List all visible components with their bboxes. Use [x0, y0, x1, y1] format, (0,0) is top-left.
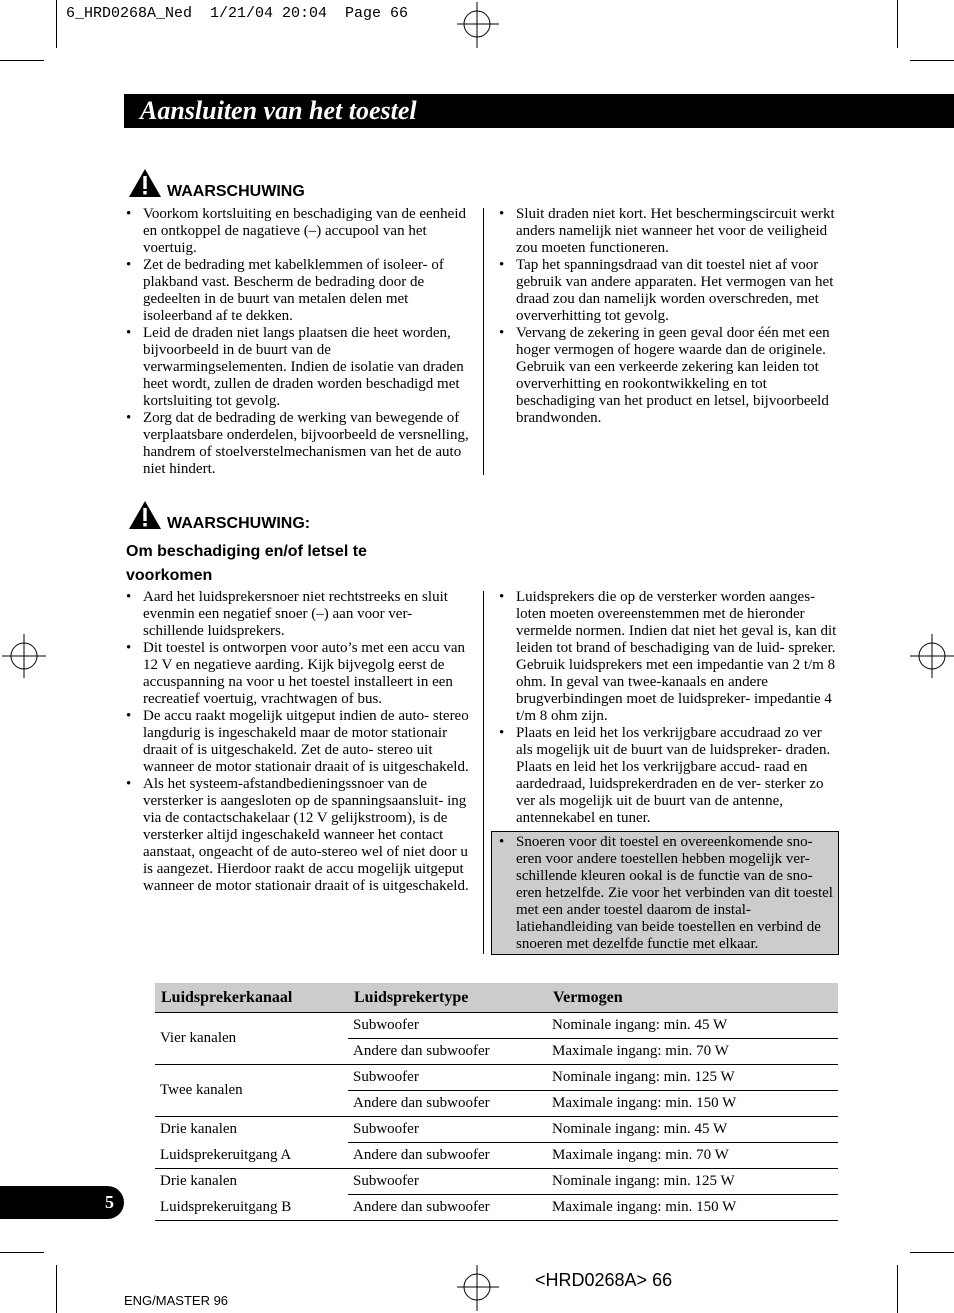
channel-cell: Luidsprekeruitgang B [155, 1195, 348, 1221]
registration-mark-icon [908, 632, 954, 680]
page-number-tab [0, 1186, 124, 1219]
list-item: • Zet de bedrading met kabelklemmen of isoleer- of plakband vast. Bescherm de bedrading door de gedeelten in de buurt van metalen delen met isoleerband af te dekken. [126, 257, 444, 324]
power-cell: Nominale ingang: min. 125 W [547, 1065, 838, 1091]
footer-master: ENG/MASTER 96 [124, 1293, 229, 1308]
crop-mark [897, 1265, 898, 1313]
bullet: • [499, 325, 505, 341]
section-title-bar [124, 94, 954, 128]
bullet: • [126, 589, 132, 605]
page-number: 5 [105, 1192, 114, 1212]
registration-mark-icon [0, 632, 48, 680]
list-item: • Tap het spanningsdraad van dit toestel niet af voor gebruik van andere apparaten. Het vermogen van het draad zou dan namelijk worden overschreden, met oververhitting tot gevolg. [499, 257, 834, 324]
list-item: • Aard het luidsprekersnoer niet rechtstreeks en sluit evenmin een negatief snoer (–) aan voor ver- schillende luidsprekers. [126, 589, 448, 639]
column-header: Vermogen [547, 983, 838, 1013]
table-row [155, 1169, 838, 1195]
bullet: • [499, 834, 505, 850]
crop-mark [0, 60, 44, 61]
table-header-row [155, 983, 838, 1013]
channel-cell: Luidsprekeruitgang A [155, 1143, 348, 1169]
table-row [155, 1065, 838, 1091]
footer-code: <HRD0268A> 66 [535, 1270, 673, 1290]
bullet: • [499, 206, 505, 222]
section-title: Aansluiten van het toestel [140, 96, 417, 125]
bullet: • [126, 776, 132, 792]
bullet: • [126, 410, 132, 426]
registration-mark-icon [453, 2, 501, 50]
power-cell: Maximale ingang: min. 150 W [547, 1091, 838, 1117]
type-cell: Andere dan subwoofer [348, 1195, 547, 1221]
list-item: • Voorkom kortsluiting en beschadiging van de eenheid en ontkoppel de nagatieve (–) accupool van het voertuig. [126, 206, 466, 256]
print-header: 6_HRD0268A_Ned 1/21/04 20:04 Page 66 [66, 5, 409, 22]
power-cell: Nominale ingang: min. 45 W [547, 1013, 838, 1039]
type-cell: Subwoofer [348, 1117, 547, 1143]
channel-cell: Drie kanalen [160, 1121, 238, 1138]
table-row [155, 1143, 838, 1169]
list-item: • Plaats en leid het los verkrijgbare accudraad zo ver als mogelijk uit de buurt van de luidspreker- draden. Plaats en leid het los verkrijgbare accud- raad en aardedraad, luidsprekerdraden en de ver- sterker zo ver als mogelijk uit de buurt van de antenne, antennekabel en tuner. [499, 725, 831, 826]
list-item: • Dit toestel is ontworpen voor auto’s met een accu van 12 V en negatieve aarding. Kijk bijvegolg eerst de accuspanning na voor u het toestel installeert in een recreatief voertuig, vrachtwagen of bus. [126, 640, 465, 707]
bullet: • [499, 725, 505, 741]
type-cell: Andere dan subwoofer [348, 1143, 547, 1169]
warning-triangle-icon [128, 168, 162, 198]
table-row [155, 1013, 838, 1039]
column-header: Luidsprekertype [348, 983, 547, 1013]
bullet: • [126, 257, 132, 273]
list-item: • Vervang de zekering in geen geval door één met een hoger vermogen of hogere waarde dan de originele. Gebruik van een verkeerde zekering kan leiden tot oververhitting en rookontwikkeling en tot beschadiging van het product en letsel, bijvoorbeeld brandwonden. [499, 325, 830, 426]
warning2-list-right [499, 589, 841, 827]
crop-mark [0, 1252, 44, 1253]
bullet: • [126, 325, 132, 341]
power-cell: Maximale ingang: min. 70 W [547, 1039, 838, 1065]
column-divider [483, 591, 484, 954]
power-cell: Maximale ingang: min. 150 W [547, 1195, 838, 1221]
note-box [491, 831, 839, 955]
column-header: Luidsprekerkanaal [155, 983, 348, 1013]
power-cell: Nominale ingang: min. 125 W [547, 1169, 838, 1195]
speaker-spec-table [155, 983, 838, 1221]
crop-mark [910, 1252, 954, 1253]
list-item: • Zorg dat de bedrading de werking van bewegende of verplaatsbare onderdelen, bijvoorbeeld de versnelling, handrem of stoelverstelmechanismen van het de auto niet hindert. [126, 410, 469, 477]
warning-triangle-icon [128, 500, 162, 530]
bullet: • [499, 257, 505, 273]
warning-heading: WAARSCHUWING: [167, 515, 311, 532]
channel-cell: Twee kanalen [155, 1065, 348, 1117]
bullet: • [126, 640, 132, 656]
note-list [499, 834, 835, 953]
warning1-list-left [126, 206, 471, 478]
warning-subheading: Om beschadiging en/of letsel te voorkomen [126, 543, 367, 584]
bullet: • [126, 708, 132, 724]
column-divider [483, 208, 484, 475]
warning2-list-left [126, 589, 471, 895]
warning-heading: WAARSCHUWING [167, 183, 305, 200]
table-row [155, 1117, 838, 1143]
type-cell: Subwoofer [348, 1169, 547, 1195]
bullet: • [126, 206, 132, 222]
type-cell: Subwoofer [348, 1013, 547, 1039]
table-row [155, 1195, 838, 1221]
channel-cell: Drie kanalen [160, 1173, 238, 1190]
list-item: • Als het systeem-afstandbedieningssnoer van de versterker is aangesloten op de spanningsaansluit- ing via de contactschakelaar (12 V gelijkstroom), is de versterker altijd ingeschakeld wanneer het contact aanstaat, ongeacht of de auto-stereo wel of niet door u is aangezet. Hierdoor raakt de accu mogelijk uitgeput wanneer de motor stationair draait of is uitgeschakeld. [126, 776, 469, 894]
list-item: • Sluit draden niet kort. Het beschermingscircuit werkt anders namelijk niet wanneer het voor de veiligheid zou moeten functioneren. [499, 206, 835, 256]
crop-mark [56, 1265, 57, 1313]
list-item: • Snoeren voor dit toestel en overeenkomende sno- eren voor andere toestellen hebben mogelijk ver- schillende kleuren ookal is de functie van de sno- eren hetzelfde. Zie voor het verbinden van dit toestel met een ander toestel daarom de instal- latiehandleiding van beide toestellen en verbind de snoeren met dezelfde functie met elkaar. [499, 834, 833, 952]
type-cell: Andere dan subwoofer [348, 1039, 547, 1065]
registration-mark-icon [453, 1263, 501, 1311]
power-cell: Nominale ingang: min. 45 W [547, 1117, 838, 1143]
power-cell: Maximale ingang: min. 70 W [547, 1143, 838, 1169]
channel-cell: Vier kanalen [155, 1013, 348, 1065]
crop-mark [56, 0, 57, 48]
list-item: • Leid de draden niet langs plaatsen die heet worden, bijvoorbeeld in de buurt van de verwarmingselementen. Indien de isolatie van draden heet wordt, zullen de draden worden beschadigd met kortsluiting tot gevolg. [126, 325, 464, 409]
type-cell: Andere dan subwoofer [348, 1091, 547, 1117]
list-item: • De accu raakt mogelijk uitgeput indien de auto- stereo langdurig is ingeschakeld maar de motor stationair draait of is uitgeschakeld. Zet de auto- stereo uit wanneer de motor stationair draait of is uitgeschakeld. [126, 708, 469, 775]
crop-mark [910, 60, 954, 61]
bullet: • [499, 589, 505, 605]
list-item: • Luidsprekers die op de versterker worden aanges- loten moeten overeenstemmen met de hieronder vermelde normen. Indien dat niet het geval is, kan dit leiden tot brand of beschadiging van de luid- spreker. Gebruik luidsprekers met een impedantie van 2 t/m 8 ohm. In geval van twee-kanaals en andere brugverbindingen moet de luidspreker- impedantie 4 t/m 8 ohm zijn. [499, 589, 837, 724]
type-cell: Subwoofer [348, 1065, 547, 1091]
warning1-list-right [499, 206, 841, 427]
crop-mark [897, 0, 898, 48]
